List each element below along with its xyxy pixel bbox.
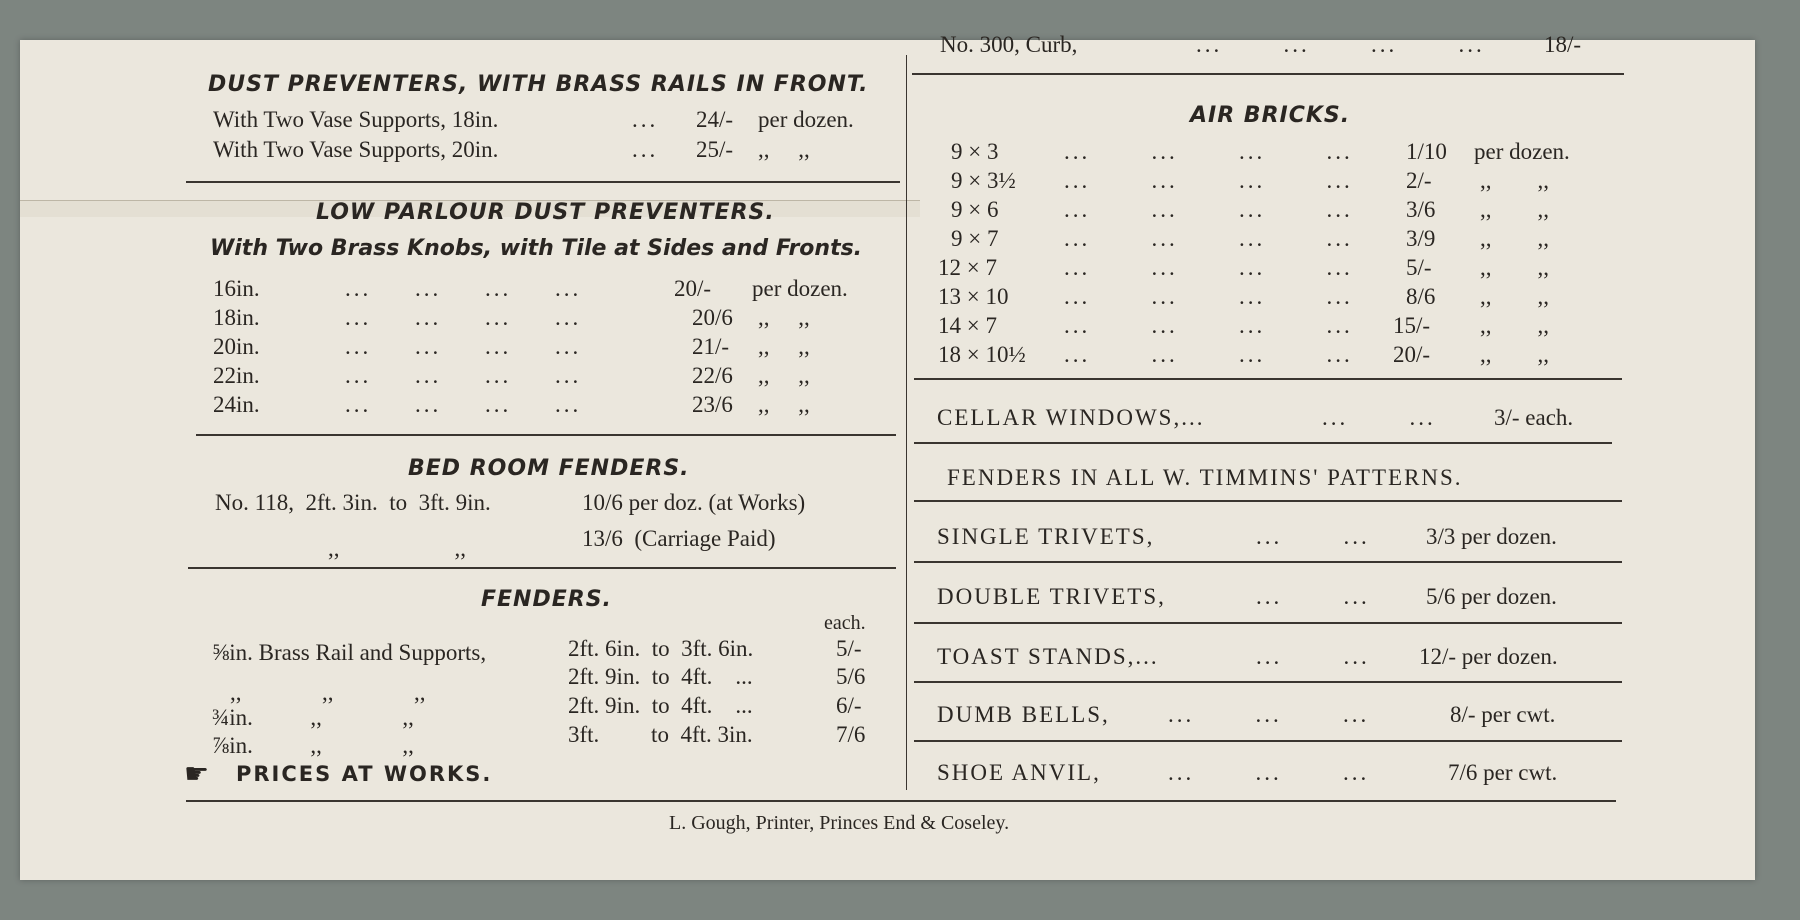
toast-stands-dots: ... ... bbox=[1256, 644, 1370, 669]
dust-row-1-dots: ... bbox=[632, 107, 659, 132]
dust-row-1-label: With Two Vase Supports, 18in. bbox=[213, 107, 499, 132]
dust-row-2-price: 25/- bbox=[696, 137, 734, 162]
bed-room-row-2-price: 13/6 (Carriage Paid) bbox=[582, 526, 776, 551]
section-rule bbox=[914, 500, 1622, 502]
fenders-row-2-desc: ,, ,, ,, bbox=[230, 680, 426, 705]
fenders-row-4-desc: ⅞in. ,, ,, bbox=[212, 733, 414, 758]
section-rule bbox=[914, 378, 1622, 380]
bed-room-heading: BED ROOM FENDERS. bbox=[408, 456, 690, 481]
air-brick-row-5-dots: ... ... ... ... bbox=[1064, 255, 1353, 280]
parlour-row-2-unit: ,, ,, bbox=[758, 305, 810, 330]
low-parlour-subheading: With Two Brass Knobs, with Tile at Sides and Fronts. bbox=[210, 236, 863, 261]
air-brick-row-4-unit: ,, ,, bbox=[1480, 226, 1549, 251]
dumb-bells-dots: ... ... ... bbox=[1168, 702, 1370, 727]
curb-row-dots: ... ... ... ... bbox=[1196, 32, 1485, 57]
shoe-anvil-dots: ... ... ... bbox=[1168, 760, 1370, 785]
fenders-row-1-size: 2ft. 6in. to 3ft. 6in. bbox=[568, 636, 754, 661]
air-brick-row-8-dots: ... ... ... ... bbox=[1064, 342, 1353, 367]
air-brick-row-3-dots: ... ... ... ... bbox=[1064, 197, 1353, 222]
parlour-row-4-price: 22/6 bbox=[692, 363, 733, 388]
air-brick-row-2-price: 2/- bbox=[1406, 168, 1432, 193]
bed-room-row-2-ditto: ,, ,, bbox=[328, 536, 466, 561]
parlour-row-1-price: 20/- bbox=[674, 276, 712, 301]
fenders-row-1-desc: ⅝in. Brass Rail and Supports, bbox=[212, 640, 487, 665]
parlour-row-1-unit: per dozen. bbox=[752, 276, 848, 301]
air-brick-row-8-price: 20/- bbox=[1393, 342, 1431, 367]
air-brick-row-6-size: 13 × 10 bbox=[938, 284, 1009, 309]
section-rule bbox=[188, 567, 896, 569]
parlour-row-5-unit: ,, ,, bbox=[758, 392, 810, 417]
section-rule bbox=[914, 681, 1622, 683]
bed-room-row-1-size: No. 118, 2ft. 3in. to 3ft. 9in. bbox=[215, 490, 491, 515]
air-brick-row-1-size: 9 × 3 bbox=[951, 139, 999, 164]
section-rule bbox=[914, 622, 1622, 624]
air-brick-row-5-unit: ,, ,, bbox=[1480, 255, 1549, 280]
air-brick-row-3-price: 3/6 bbox=[1406, 197, 1436, 222]
air-brick-row-8-size: 18 × 10½ bbox=[938, 342, 1026, 367]
printer-imprint: L. Gough, Printer, Princes End & Coseley. bbox=[669, 812, 1010, 834]
air-brick-row-4-size: 9 × 7 bbox=[951, 226, 999, 251]
dust-row-2-unit: ,, ,, bbox=[758, 137, 810, 162]
air-brick-row-3-size: 9 × 6 bbox=[951, 197, 999, 222]
parlour-row-3-price: 21/- bbox=[692, 334, 730, 359]
parlour-row-5-size: 24in. bbox=[213, 392, 260, 417]
toast-stands-label: TOAST STANDS,... bbox=[937, 644, 1159, 669]
air-brick-row-6-price: 8/6 bbox=[1406, 284, 1436, 309]
parlour-row-2-size: 18in. bbox=[213, 305, 260, 330]
air-brick-row-4-price: 3/9 bbox=[1406, 226, 1436, 251]
single-trivets-dots: ... ... bbox=[1256, 524, 1370, 549]
curb-row-price: 18/- bbox=[1544, 32, 1582, 57]
air-brick-row-7-price: 15/- bbox=[1393, 313, 1431, 338]
parlour-row-4-unit: ,, ,, bbox=[758, 363, 810, 388]
parlour-row-1-size: 16in. bbox=[213, 276, 260, 301]
fenders-row-2-price: 5/6 bbox=[836, 664, 866, 689]
toast-stands-price: 12/- per dozen. bbox=[1419, 644, 1558, 669]
fenders-each-label: each. bbox=[824, 612, 866, 634]
single-trivets-price: 3/3 per dozen. bbox=[1426, 524, 1557, 549]
fenders-row-2-size: 2ft. 9in. to 4ft. ... bbox=[568, 664, 753, 689]
dust-preventers-heading: DUST PREVENTERS, WITH BRASS RAILS IN FRONT. bbox=[208, 72, 869, 97]
double-trivets-label: DOUBLE TRIVETS, bbox=[937, 584, 1166, 609]
air-brick-row-3-unit: ,, ,, bbox=[1480, 197, 1549, 222]
air-brick-row-8-unit: ,, ,, bbox=[1480, 342, 1549, 367]
dust-row-2-dots: ... bbox=[632, 137, 659, 162]
air-brick-row-5-price: 5/- bbox=[1406, 255, 1432, 280]
double-trivets-price: 5/6 per dozen. bbox=[1426, 584, 1557, 609]
fenders-heading: FENDERS. bbox=[481, 587, 612, 612]
dust-row-1-price: 24/- bbox=[696, 107, 734, 132]
pointing-hand-icon: ☛ bbox=[184, 759, 210, 790]
section-rule bbox=[914, 442, 1612, 444]
section-rule bbox=[912, 73, 1624, 75]
dust-row-2-label: With Two Vase Supports, 20in. bbox=[213, 137, 499, 162]
air-brick-row-2-size: 9 × 3½ bbox=[951, 168, 1016, 193]
double-trivets-dots: ... ... bbox=[1256, 584, 1370, 609]
prices-at-works-note: PRICES AT WORKS. bbox=[236, 762, 493, 786]
air-brick-row-4-dots: ... ... ... ... bbox=[1064, 226, 1353, 251]
curb-row-label: No. 300, Curb, bbox=[940, 32, 1078, 57]
air-brick-row-7-unit: ,, ,, bbox=[1480, 313, 1549, 338]
bed-room-row-1-price: 10/6 per doz. (at Works) bbox=[582, 490, 806, 515]
section-rule bbox=[186, 181, 900, 183]
fenders-row-3-size: 2ft. 9in. to 4ft. ... bbox=[568, 693, 753, 718]
air-brick-row-6-dots: ... ... ... ... bbox=[1064, 284, 1353, 309]
air-brick-row-1-unit: per dozen. bbox=[1474, 139, 1570, 164]
section-rule bbox=[914, 740, 1622, 742]
parlour-row-4-size: 22in. bbox=[213, 363, 260, 388]
dumb-bells-label: DUMB BELLS, bbox=[937, 702, 1110, 727]
parlour-row-2-price: 20/6 bbox=[692, 305, 733, 330]
air-brick-row-5-size: 12 × 7 bbox=[938, 255, 997, 280]
air-brick-row-7-size: 14 × 7 bbox=[938, 313, 997, 338]
air-brick-row-1-price: 1/10 bbox=[1406, 139, 1447, 164]
parlour-row-5-price: 23/6 bbox=[692, 392, 733, 417]
parlour-row-2-dots: ... ... ... ... bbox=[345, 305, 582, 330]
shoe-anvil-price: 7/6 per cwt. bbox=[1448, 760, 1558, 785]
cellar-windows-price: 3/- each. bbox=[1494, 405, 1574, 430]
cellar-windows-dots: ... ... bbox=[1322, 405, 1436, 430]
air-bricks-heading: AIR BRICKS. bbox=[1190, 103, 1351, 128]
single-trivets-label: SINGLE TRIVETS, bbox=[937, 524, 1155, 549]
parlour-row-4-dots: ... ... ... ... bbox=[345, 363, 582, 388]
fenders-row-1-price: 5/- bbox=[836, 636, 862, 661]
fenders-row-4-size: 3ft. to 4ft. 3in. bbox=[568, 722, 753, 747]
air-brick-row-1-dots: ... ... ... ... bbox=[1064, 139, 1353, 164]
fenders-row-4-price: 7/6 bbox=[836, 722, 866, 747]
dumb-bells-price: 8/- per cwt. bbox=[1450, 702, 1556, 727]
parlour-row-3-unit: ,, ,, bbox=[758, 334, 810, 359]
section-rule bbox=[914, 561, 1622, 563]
column-divider bbox=[906, 55, 907, 790]
air-brick-row-7-dots: ... ... ... ... bbox=[1064, 313, 1353, 338]
fenders-row-3-price: 6/- bbox=[836, 693, 862, 718]
parlour-row-1-dots: ... ... ... ... bbox=[345, 276, 582, 301]
fenders-row-3-desc: ¾in. ,, ,, bbox=[212, 705, 414, 730]
patterns-label: FENDERS IN ALL W. TIMMINS' PATTERNS. bbox=[947, 465, 1463, 490]
dust-row-1-unit: per dozen. bbox=[758, 107, 854, 132]
parlour-row-5-dots: ... ... ... ... bbox=[345, 392, 582, 417]
air-brick-row-2-unit: ,, ,, bbox=[1480, 168, 1549, 193]
cellar-windows-label: CELLAR WINDOWS,... bbox=[937, 405, 1205, 430]
parlour-row-3-size: 20in. bbox=[213, 334, 260, 359]
air-brick-row-2-dots: ... ... ... ... bbox=[1064, 168, 1353, 193]
air-brick-row-6-unit: ,, ,, bbox=[1480, 284, 1549, 309]
section-rule bbox=[196, 434, 896, 436]
low-parlour-heading: LOW PARLOUR DUST PREVENTERS. bbox=[316, 200, 775, 225]
footer-rule bbox=[186, 800, 1616, 802]
parlour-row-3-dots: ... ... ... ... bbox=[345, 334, 582, 359]
shoe-anvil-label: SHOE ANVIL, bbox=[937, 760, 1101, 785]
